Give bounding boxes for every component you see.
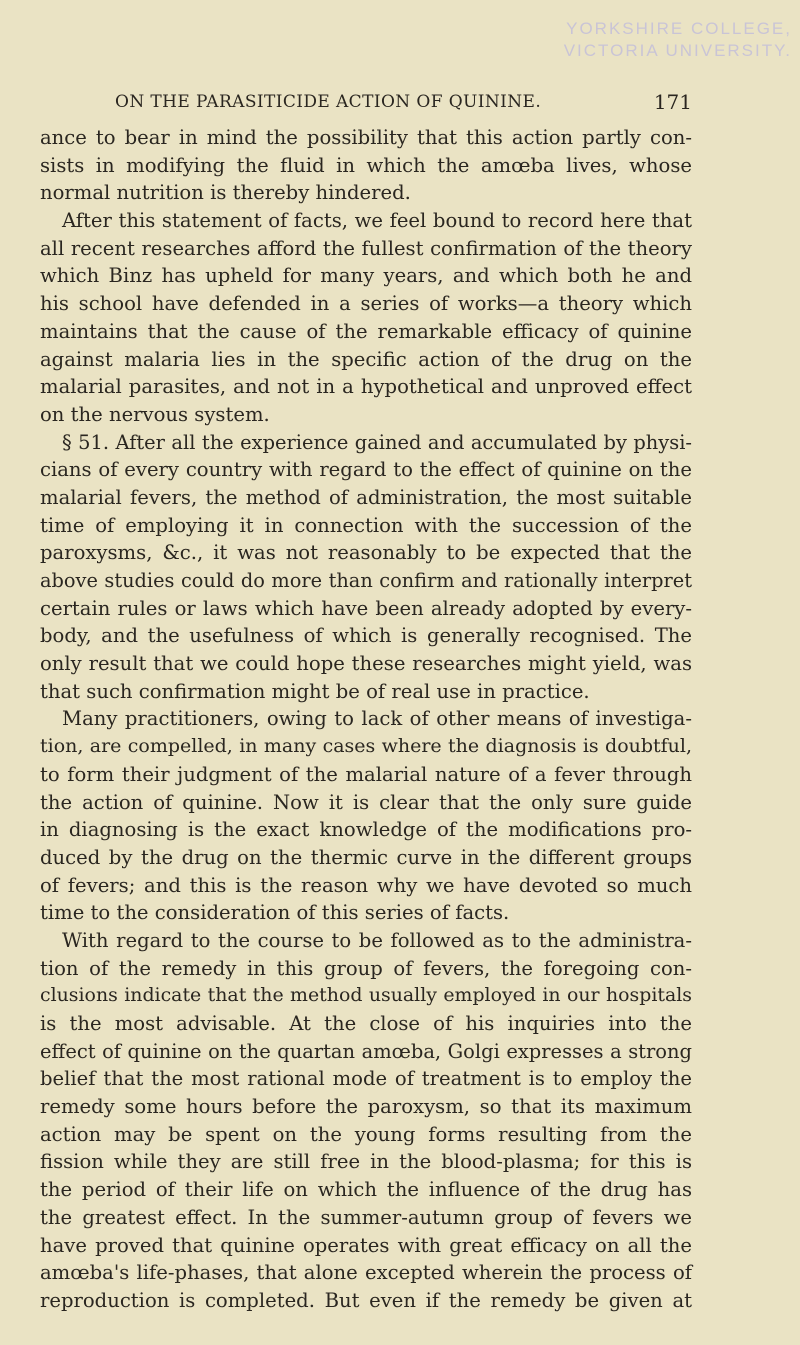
text-line: certain rules or laws which have been already adopted by every- <box>40 596 692 620</box>
text-line: all recent researches afford the fullest confirmation of the theory <box>40 236 692 260</box>
text-line: amœba's life-phases, that alone excepted wherein the process of <box>40 1261 692 1285</box>
text-line: paroxysms, &c., it was not reasonably to be expected that the <box>40 541 692 565</box>
text-line: of fevers; and this is the reason why we have devoted so much <box>40 873 692 897</box>
text-line: § 51. After all the experience gained and accumulated by physi- <box>62 430 692 454</box>
text-line: is the most advisable. At the close of his inquiries into the <box>40 1012 692 1035</box>
text-line: body, and the usefulness of which is generally recognised. The <box>40 624 692 648</box>
text-line: Many practitioners, owing to lack of other means of investiga- <box>62 707 692 731</box>
text-line: in diagnosing is the exact knowledge of the modifications pro- <box>40 818 692 842</box>
text-line: his school have defended in a series of works—a theory which <box>40 292 692 316</box>
text-line: time of employing it in connection with the succession of the <box>40 513 692 537</box>
text-line: After this statement of facts, we feel bound to record here that <box>62 209 692 233</box>
text-line: the greatest effect. In the summer-autumn group of fevers we <box>40 1205 692 1229</box>
stamp-line-2: VICTORIA UNIVERSITY. <box>563 41 792 60</box>
page-number: 171 <box>653 90 692 114</box>
text-line: only result that we could hope these researches might yield, was <box>40 652 692 676</box>
text-line: tion, are compelled, in many cases where the diagnosis is doubtful, <box>40 735 692 758</box>
text-line: sists in modifying the fluid in which the amœba lives, whose <box>40 153 692 177</box>
text-line: reproduction is completed. But even if the remedy be given at <box>40 1288 692 1312</box>
text-line: action may be spent on the young forms resulting from the <box>40 1122 692 1146</box>
text-line: which Binz has upheld for many years, and which both he and <box>40 264 692 288</box>
text-line: against malaria lies in the specific action of the drug on the <box>40 347 692 371</box>
text-line: time to the consideration of this series of facts. <box>40 901 510 925</box>
text-line: the action of quinine. Now it is clear that the only sure guide <box>40 790 692 814</box>
text-line: belief that the most rational mode of treatment is to employ the <box>40 1067 692 1091</box>
text-line: ance to bear in mind the possibility that this action partly con- <box>40 126 692 149</box>
text-line: on the nervous system. <box>40 402 270 426</box>
text-line: have proved that quinine operates with great efficacy on all the <box>40 1233 692 1257</box>
page-header <box>110 88 692 118</box>
text-line: that such confirmation might be of real use in practice. <box>40 679 590 703</box>
text-line: the period of their life on which the influence of the drug has <box>40 1178 692 1202</box>
text-line: With regard to the course to be followed as to the administra- <box>62 928 692 952</box>
running-title: ON THE PARASITICIDE ACTION OF QUININE. <box>115 92 542 112</box>
text-line: malarial parasites, and not in a hypothetical and unproved effect <box>40 375 692 399</box>
text-line: effect of quinine on the quartan amœba, Golgi expresses a strong <box>40 1039 692 1063</box>
text-line: remedy some hours before the paroxysm, so that its maximum <box>40 1095 692 1119</box>
text-line: malarial fevers, the method of administration, the most suitable <box>40 485 692 509</box>
body-text <box>40 124 692 1315</box>
library-stamp <box>564 18 792 62</box>
text-line: clusions indicate that the method usually employed in our hospitals <box>40 984 692 1007</box>
text-line: to form their judgment of the malarial nature of a fever through <box>40 762 692 786</box>
text-line: cians of every country with regard to the effect of quinine on the <box>40 458 692 482</box>
text-line: fission while they are still free in the blood-plasma; for this is <box>40 1150 692 1174</box>
text-line: normal nutrition is thereby hindered. <box>40 181 411 205</box>
text-line: tion of the remedy in this group of fevers, the foregoing con- <box>40 956 692 980</box>
text-line: maintains that the cause of the remarkable efficacy of quinine <box>40 319 692 343</box>
stamp-line-1: YORKSHIRE COLLEGE, <box>566 19 792 38</box>
text-line: duced by the drug on the thermic curve in the different groups <box>40 845 692 869</box>
text-line: above studies could do more than confirm and rationally interpret <box>40 569 692 592</box>
